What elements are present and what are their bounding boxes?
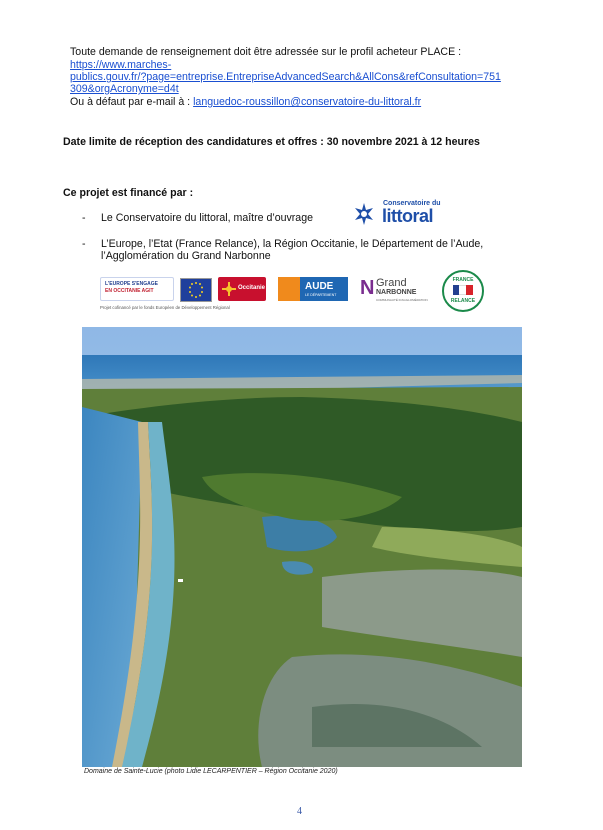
france-relance-logo [442, 270, 484, 312]
bullet-dash: - [82, 212, 86, 224]
region-occitanie-logo [218, 277, 266, 301]
funding-item-partners-line2: l’Agglomération du Grand Narbonne [101, 250, 271, 262]
email-line [70, 96, 421, 108]
europe-logo [100, 277, 174, 301]
contact-intro: Toute demande de renseignement doit être adressée sur le profil acheteur PLACE : [70, 46, 462, 58]
narbonne-grand: Grand [376, 277, 407, 289]
aude-label: AUDE [305, 281, 334, 292]
funding-item-partners-line1: L’Europe, l’Etat (France Relance), la Région Occitanie, le Département de l’Aude, [101, 238, 484, 250]
photo-caption: Domaine de Sainte-Lucie (photo Lidie LECARPENTIER – Région Occitanie 2020) [84, 768, 338, 775]
narbonne-sub: COMMUNAUTÉ D'AGGLOMÉRATION [376, 298, 428, 302]
aerial-photo-image [82, 327, 522, 767]
email-link[interactable]: languedoc-roussillon@conservatoire-du-littoral.fr [193, 96, 422, 108]
deadline: Date limite de réception des candidatures et offres : 30 novembre 2021 à 12 heures [63, 136, 480, 148]
bullet-dash: - [82, 238, 86, 250]
email-prefix: Ou à défaut par e-mail à : [70, 96, 194, 108]
flag-icon [453, 285, 473, 295]
europe-caption: Projet cofinancé par le fonds Européen de Développement Régional [100, 305, 230, 310]
france-relance-bottom: RELANCE [450, 298, 476, 304]
funding-item-conservatoire: Le Conservatoire du littoral, maître d’ouvrage [101, 212, 313, 224]
funding-heading: Ce projet est financé par : [63, 187, 194, 199]
aerial-photo [82, 327, 522, 767]
conservatoire-emblem-icon [352, 202, 376, 226]
narbonne-n-icon: N [360, 277, 375, 299]
place-url-line2[interactable]: publics.gouv.fr/?page=entreprise.EntrepriseAdvancedSearch&AllCons&refConsultation=751 [70, 71, 501, 83]
occitan-cross-icon [221, 281, 237, 297]
conservatoire-big-text: littoral [382, 206, 434, 226]
conservatoire-logo [352, 200, 442, 228]
page-number: 4 [297, 806, 302, 817]
aude-sub: LE DÉPARTEMENT [305, 293, 337, 297]
conservatoire-small-text: Conservatoire du [383, 200, 441, 207]
grand-narbonne-logo [360, 275, 430, 303]
narbonne-name: NARBONNE [376, 289, 417, 296]
eu-flag-icon [180, 278, 212, 302]
place-url-line1[interactable]: https://www.marches- [70, 59, 172, 71]
partner-logos [94, 268, 489, 318]
europe-line2: EN OCCITANIE AGIT [105, 288, 154, 294]
region-label: Occitanie [238, 285, 266, 291]
place-url-line3[interactable]: 309&orgAcronyme=d4t [70, 83, 179, 95]
europe-line1: L'EUROPE S'ENGAGE [105, 281, 158, 287]
france-relance-top: FRANCE [452, 277, 474, 283]
aude-logo [278, 277, 348, 301]
